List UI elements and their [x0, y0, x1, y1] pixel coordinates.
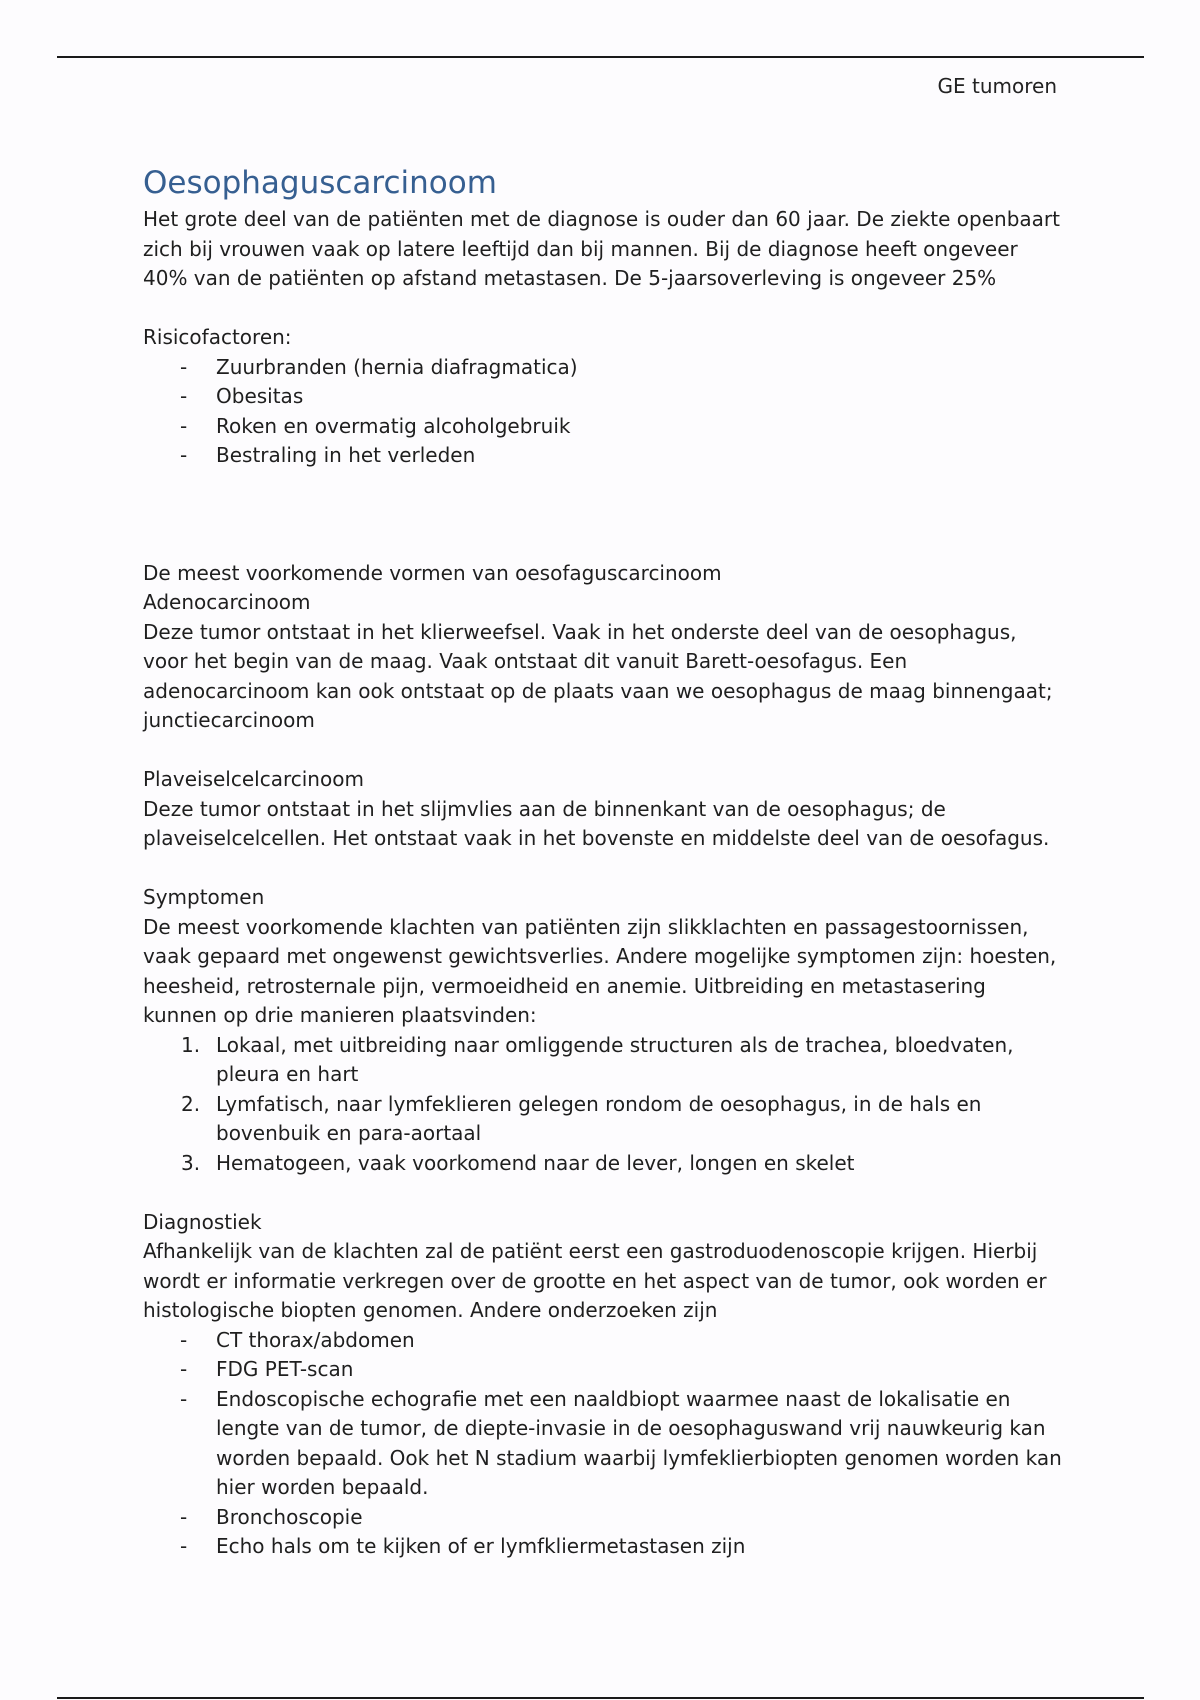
bullet-marker: -	[180, 1327, 188, 1352]
list-item: 1. Lokaal, met uitbreiding naar omliggende structuren als de trachea, bloedvaten, pleura en hart	[181, 1032, 1014, 1086]
diagnostics-heading: Diagnostiek	[143, 1209, 262, 1234]
risk-heading: Risicofactoren:	[143, 325, 292, 349]
list-item: - Zuurbranden (hernia diafragmatica)	[143, 353, 1063, 383]
adeno-paragraph: Deze tumor ontstaat in het klierweefsel. Vaak in het onderste deel van de oesophagus, voor het begin van de maag. Vaak ontstaat dit vanuit Barett-oesofagus. Een adenocarcinoom kan ook ontstaat op de plaats vaan we oesophagus de maag binnengaat; junctiecarcinoom	[143, 619, 1053, 732]
bullet-marker: -	[180, 1357, 188, 1381]
list-item: - Bronchoscopie	[143, 1503, 1063, 1533]
intro-paragraph: Het grote deel van de patiënten met de diagnose is ouder dan 60 jaar. De ziekte openbaart zich bij vrouwen vaak op latere leeftijd dan bij mannen. Bij de diagnose heeft ongeveer 40% van de patiënten op afstand metastasen. De 5-jaarsoverleving is ongeveer 25%	[143, 207, 1060, 290]
list-item: - FDG PET-scan	[143, 1355, 1063, 1385]
symptoms-heading: Symptomen	[143, 885, 265, 909]
symptoms-list	[143, 1031, 1063, 1179]
diagnostics-list	[143, 1326, 1063, 1562]
risk-list	[143, 353, 1063, 471]
forms-heading: De meest voorkomende vormen van oesofaguscarcinoom	[143, 560, 722, 585]
adeno-heading: Adenocarcinoom	[143, 590, 311, 614]
plaveisel-heading: Plaveiselcelcarcinoom	[143, 767, 364, 791]
list-item: - Obesitas	[143, 382, 1063, 412]
list-item: - Endoscopische echografie met een naaldbiopt waarmee naast de lokalisatie en lengte van de tumor, de diepte-invasie in de oesophaguswand vrij nauwkeurig kan worden bepaald. Ook het N stadium waarbij lymfeklierbiopten genomen worden kan hier worden bepaald.	[180, 1386, 1062, 1499]
plaveisel-paragraph: Deze tumor ontstaat in het slijmvlies aan de binnenkant van de oesophagus; de plaveiselcelcellen. Het ontstaat vaak in het bovenste en middelste deel van de oesofagus.	[143, 796, 1050, 850]
list-item: - Roken en overmatig alcoholgebruik	[143, 412, 1063, 442]
symptoms-paragraph: De meest voorkomende klachten van patiënten zijn slikklachten en passagestoornissen, vaak gepaard met ongewenst gewichtsverlies. Andere mogelijke symptomen zijn: hoesten, heesheid, retrosternale pijn, vermoeidheid en anemie. Uitbreiding en metastasering kunnen op drie manieren plaatsvinden:	[143, 914, 1057, 1027]
list-item: - Echo hals om te kijken of er lymfkliermetastasen zijn	[143, 1532, 1063, 1562]
bullet-marker: -	[180, 443, 188, 467]
bullet-marker: -	[180, 1534, 188, 1558]
bullet-marker: -	[180, 354, 188, 379]
list-item: - Bestraling in het verleden	[143, 441, 1063, 471]
running-header: GE tumoren	[937, 74, 1057, 98]
list-item: - CT thorax/abdomen	[143, 1326, 1063, 1356]
bullet-marker: -	[180, 1386, 188, 1411]
bullet-marker: -	[180, 413, 188, 438]
header-rule	[57, 56, 1144, 58]
document-body	[143, 163, 1063, 1562]
bullet-marker: -	[180, 384, 188, 408]
diagnostics-paragraph: Afhankelijk van de klachten zal de patiënt eerst een gastroduodenoscopie krijgen. Hierbij wordt er informatie verkregen over de grootte en het aspect van de tumor, ook worden er histologische biopten genomen. Andere onderzoeken zijn	[143, 1239, 1047, 1322]
document-title: Oesophaguscarcinoom	[143, 165, 497, 201]
list-item: 3. Hematogeen, vaak voorkomend naar de lever, longen en skelet	[181, 1150, 855, 1175]
list-item: 2. Lymfatisch, naar lymfeklieren gelegen rondom de oesophagus, in de hals en bovenbuik en para-aortaal	[181, 1091, 982, 1145]
bullet-marker: -	[180, 1504, 188, 1529]
footer-rule	[57, 1697, 1144, 1699]
